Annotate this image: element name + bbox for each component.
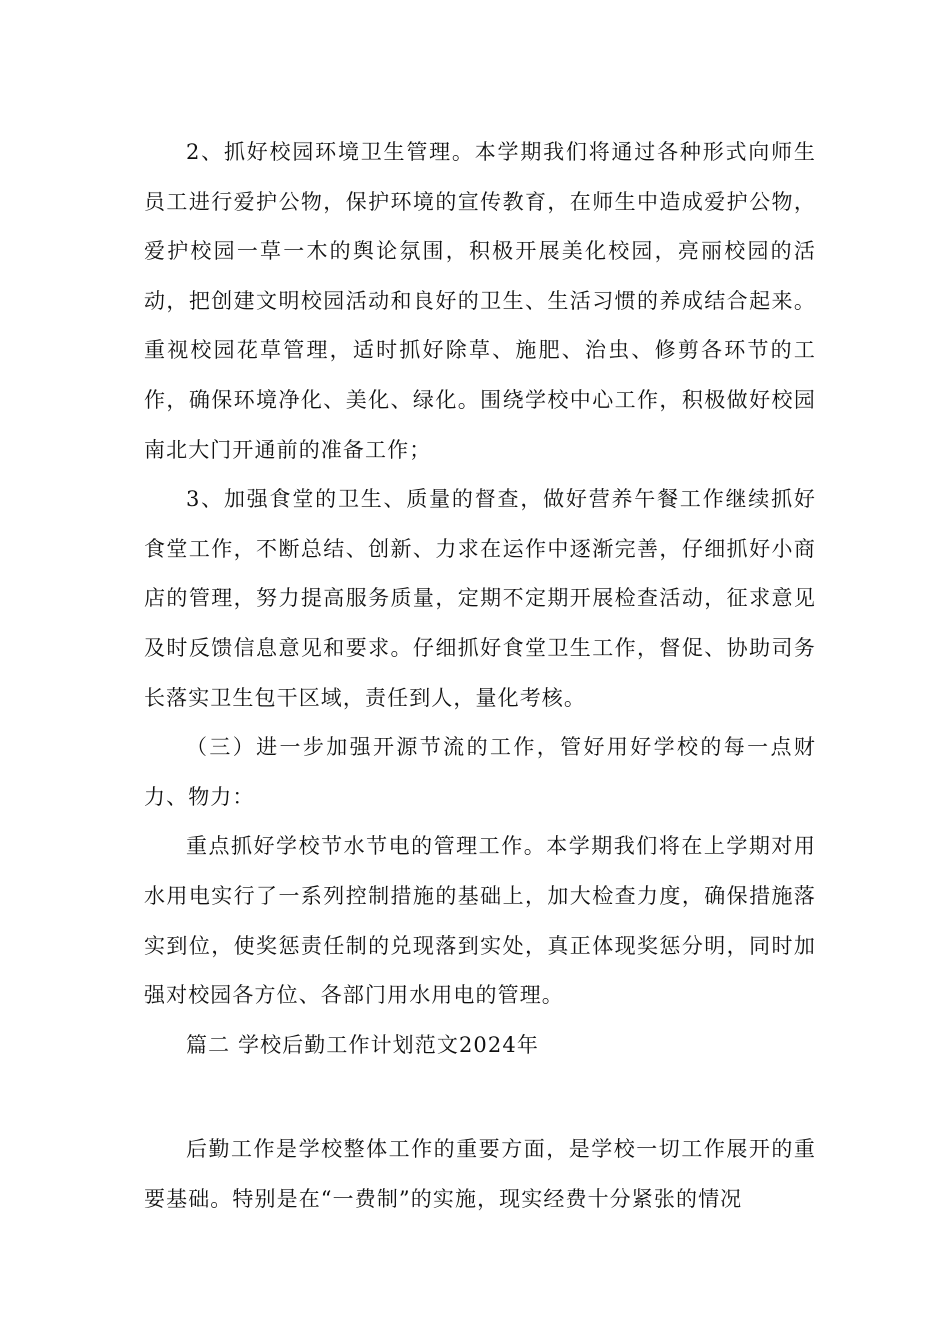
paragraph-intro: 后勤工作是学校整体工作的重要方面，是学校一切工作展开的重要基础。特别是在“一费制”的实施，现实经费十分紧张的情况 <box>144 1137 816 1211</box>
document-body <box>144 128 816 1224</box>
section-spacer <box>144 1070 816 1125</box>
paragraph-water-electricity: 重点抓好学校节水节电的管理工作。本学期我们将在上学期对用水用电实行了一系列控制措施的基础上，加大检查力度，确保措施落实到位，使奖惩责任制的兑现落到实处，真正体现奖惩分明，同时加强对校园各方位、各部门用水用电的管理。 <box>144 834 816 1008</box>
paragraph-canteen-supervision: 3、加强食堂的卫生、质量的督查，做好营养午餐工作继续抓好食堂工作，不断总结、创新、力求在运作中逐渐完善，仔细抓好小商店的管理，努力提高服务质量，定期不定期开展检查活动，征求意见及时反馈信息意见和要求。仔细抓好食堂卫生工作，督促、协助司务长落实卫生包干区域，责任到人，量化考核。 <box>144 487 816 710</box>
section-title: 篇二 学校后勤工作计划范文2024年 <box>186 1032 539 1057</box>
paragraph-environment-hygiene: 2、抓好校园环境卫生管理。本学期我们将通过各种形式向师生员工进行爱护公物，保护环境的宣传教育，在师生中造成爱护公物，爱护校园一草一木的舆论氛围，积极开展美化校园，亮丽校园的活动，把创建文明校园活动和良好的卫生、生活习惯的养成结合起来。重视校园花草管理，适时抓好除草、施肥、治虫、修剪各环节的工作，确保环境净化、美化、绿化。围绕学校中心工作，积极做好校园南北大门开通前的准备工作； <box>144 140 816 462</box>
paragraph-section-three: （三）进一步加强开源节流的工作，管好用好学校的每一点财力、物力： <box>144 735 816 809</box>
